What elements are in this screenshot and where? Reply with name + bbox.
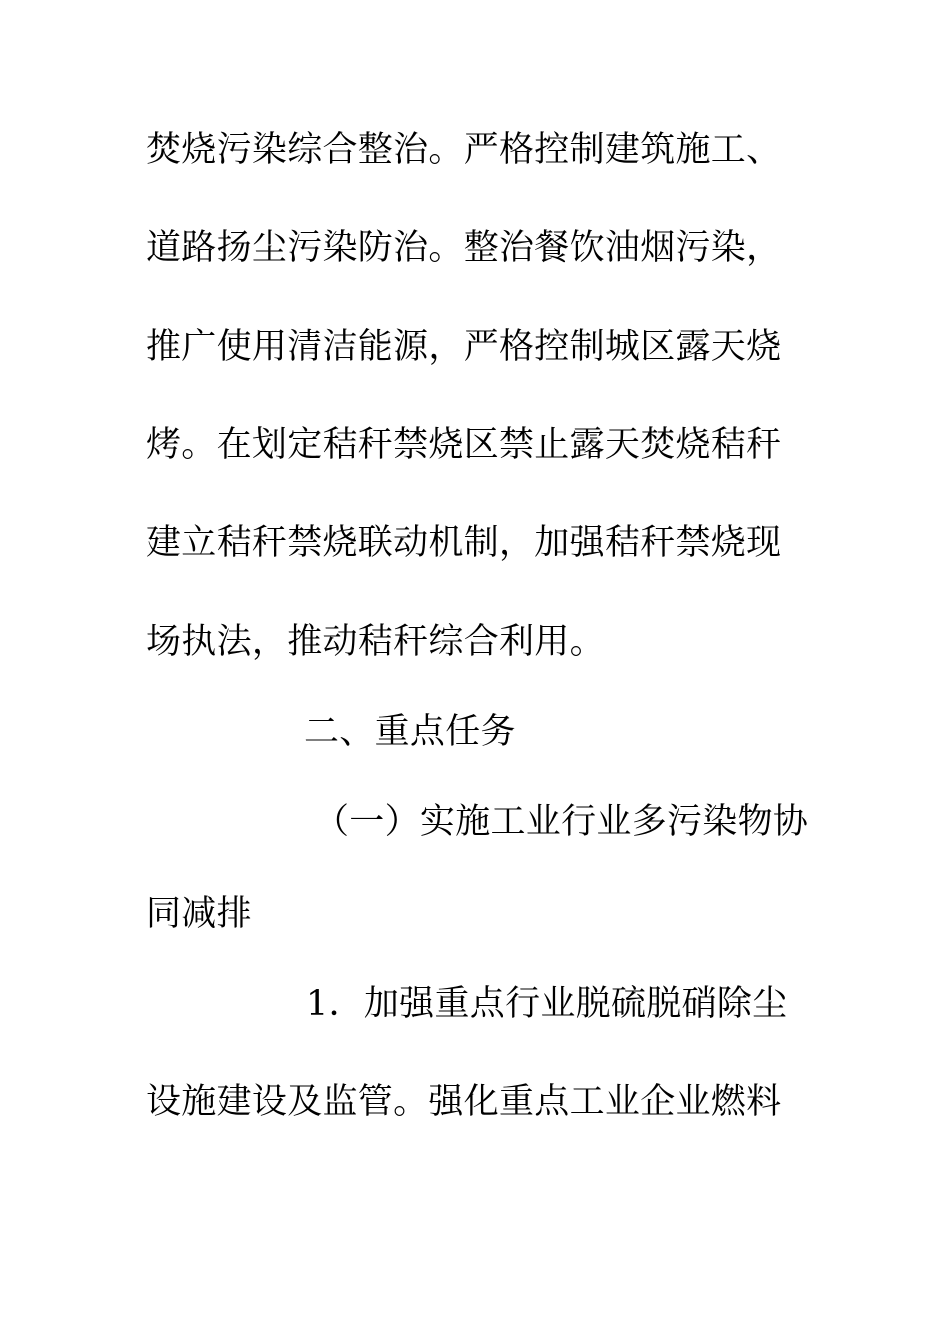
paragraph-line-5: 建立秸秆禁烧联动机制，加强秸秆禁烧现 xyxy=(146,523,782,563)
paragraph-line-2: 道路扬尘污染防治。整治餐饮油烟污染， xyxy=(146,228,782,268)
item-line-1: 1．加强重点行业脱硫脱硝除尘 xyxy=(306,984,788,1024)
section-heading: 二、重点任务 xyxy=(304,712,516,752)
subsection-heading-line-2: 同减排 xyxy=(146,894,252,934)
subsection-heading-line-1: （一）实施工业行业多污染物协 xyxy=(314,802,809,842)
item-line-2: 设施建设及监管。强化重点工业企业燃料 xyxy=(146,1082,782,1122)
paragraph-line-6: 场执法，推动秸秆综合利用。 xyxy=(146,622,605,662)
paragraph-line-4: 烤。在划定秸秆禁烧区禁止露天焚烧秸秆 xyxy=(146,425,782,465)
paragraph-line-1: 焚烧污染综合整治。严格控制建筑施工、 xyxy=(146,130,782,170)
paragraph-line-3: 推广使用清洁能源，严格控制城区露天烧 xyxy=(146,327,782,367)
